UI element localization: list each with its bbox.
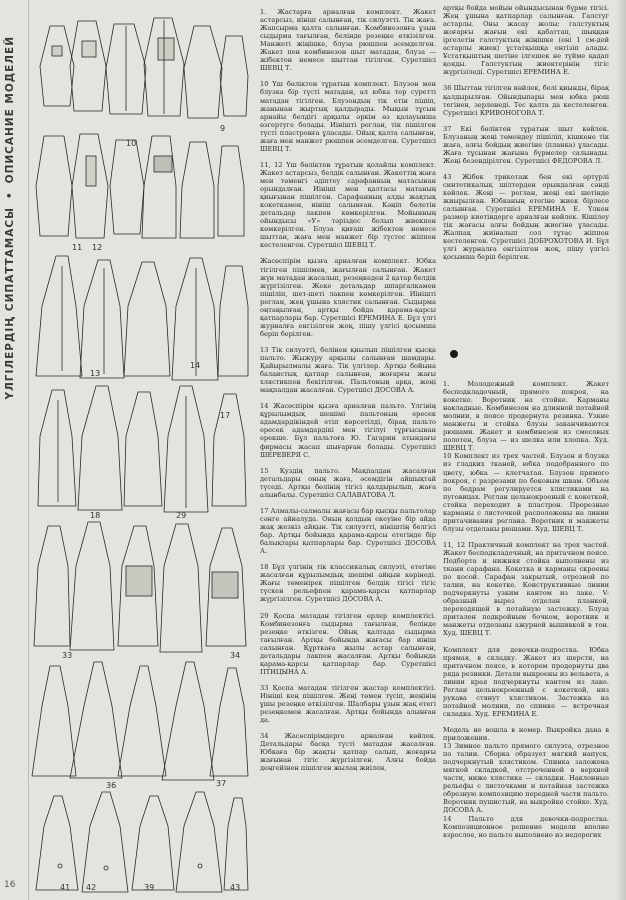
side-title-strip bbox=[0, 0, 29, 900]
figure-label: 41 bbox=[60, 883, 71, 892]
figure-label: 34 bbox=[230, 651, 241, 660]
side-title-russian: ОПИСАНИЕ МОДЕЛЕЙ bbox=[4, 36, 16, 184]
figure-label: 37 bbox=[216, 779, 227, 788]
figure-label: 13 bbox=[90, 369, 101, 378]
figure-label: 12 bbox=[92, 243, 103, 252]
figure-label: 39 bbox=[144, 883, 155, 892]
section-bullet bbox=[450, 350, 458, 358]
kazakh-description-continued bbox=[260, 604, 436, 896]
side-title-separator: • bbox=[4, 191, 16, 200]
kazakh-description-right-column: артқы бойда мойын ойындысынан бүрме тігісі. Жең ұшына қатпарлар салынған. Галстуг астарлы. Оны жасау жолы: галстуктың жоғарғы жағын екі қабаттап, шыққан іргелетін галстуктың жіңішке (ені 1 см-дей астарлы жиек) ұстатқышқа енгізіп алады. Ұстатқыштың шетіне ілгешек не түйме қадап қояды. Галстуктың жиектерінің тігіс жүргізіледі. Суретшісі ЕРЕМИНА Е. 36 Шыттан тігілген көйлек, белі қиынды, бірақ қалдырылған. Ойындыпары мен юбка рюш тегінен, зерленеді. Тес қалта да кестеленген. Суретшісі КРИВОНОГОВА Т. 37 Екі бөліктен тұратын шыт көйлек. Блузаның жеңі төмендеу пішіліп, кішкене тік жаға, алғы бойдың жиегіне (планка) ұласады. Жаға тұсынан жағына бүрмелер салынады. Жеңі безендірілген. Суретшісі ФЕДОРОВА Л. 43 Жібек трикотаж бен екі әртүрлі синтетикалық шілтерден орындалған сәнді көйлек. Жеңі — реглан, жеңі екі шетінде жиырылған. Юбканың етегіне жиек бірлесе салынған. Суретшісі ЕРЕМИНА Е. Үлкен размер киетіндерге арналған көйлек. Кішілеу тік жағасы алғы бойдың жиегіне ұласады. Жалпақ жиіналып сол тұтас жіппен кестеленген. Суретшісі ДОБРОХОТОВА И. Бұл үлгі журналға енгізілген жоқ, пішу үлгісі қосымша беріп берілген. bbox=[443, 4, 609, 262]
russian-description-column: 1. Молодежный комплект. Жакет бесподкладочный, прямого покроя, на кокетке. Воротник на стойке. Карманы накладные. Комбинезон на длинной потайной молнии, в поясе продернута резинка. Узкие манжеты и стойка блузы заканчиваются рюшами. Жакет и комбинезон из смесовых полотен, блуза — из шелка или хлопка. Худ. ШЕВЦ Т. 10 Комплект из трех частей. Блузон и блузка из гладких тканей, юбка подобранного по цвету, юбка — клетчатая. Блузон прямого покроя, с разрезами по боковым швам. Объем по бедрам регулируется хлястиками на пуговицах. Реглан цельнокроеный с кокеткой, стойка переходит в пластрон. Прорезные карманы с листочкой расположены на линии притачивания реглана. Воротник и манжеты блузы отделаны рюшами. Худ. ШЕВЦ Т. 11, 12 Практичный комплект на трех частей. Жакет бесподкладочный, на притачном поясе. Подборта и нижняя стойка выполнены из ткани сарафана. Кокетка и карманы скроены по косой. Сарафан закрытый, отрезной по талии, на кокетке. Конструктивные линии подчеркнуты узким кантом из лаке. V-образный вырез отделан планкой, переходящей в потайную застежку. Блуза притален подкройным бочком, воротник и манжеты отделаны ажурной вышивкой в тон. Худ. ШЕВЦ Т. Комплект для девочки-подростка. Юбка прямая, в складку. Жакет из шерсти, на притачном поясе, в котором продернуты два ряда резинки. Детали выкроены из вельвета, а линии края подчеркнуты кантом из лаке. Реглан цельнокроенный с кокеткой, низ рукава стянут хлястиком. Застежка на потайной молнии, по спинке — встречная складка. Худ. ЕРЕМИНА Е. Модель не вошла в номер. Выкройка дана в приложении. 13 Зимнее пальто прямого силуэта, отрезное по талии. Сборка образует мягкий напуск, подчеркнутый хлястиком. Спинка заложена мягкой складкой, отстроченной в верхней части, ниже хлястика — складки. Наклонные рельефы с листочками и потайная застежка обрезную композицию передней части пальто. Воротник пушистый, на выкройке стойке. Худ. ДОСОВА А. 14 Пальто для девочки-подростка. Композиционное решение модели вполне взрослое, но пальто выполнено из недорогих bbox=[443, 380, 609, 839]
sketch-group-row7 bbox=[36, 792, 248, 892]
figure-label: 10 bbox=[126, 139, 137, 148]
sketch-group-row4 bbox=[38, 386, 246, 512]
figure-label: 14 bbox=[190, 361, 201, 370]
page-number: 16 bbox=[4, 880, 16, 890]
sketch-group-row3 bbox=[36, 256, 248, 380]
figure-label: 36 bbox=[106, 781, 117, 790]
fashion-sketches bbox=[30, 6, 252, 896]
figure-label: 42 bbox=[86, 883, 97, 892]
sketch-group-row2 bbox=[36, 134, 244, 238]
figure-label: 18 bbox=[90, 511, 101, 520]
figure-label: 29 bbox=[176, 511, 187, 520]
side-title-kazakh: ҮЛГІЛЕРДІҢ СИПАТТАМАСЫ bbox=[4, 207, 16, 400]
figure-label: 43 bbox=[230, 883, 241, 892]
figure-label: 9 bbox=[220, 124, 226, 133]
side-title bbox=[4, 36, 24, 856]
figure-label: 33 bbox=[62, 651, 73, 660]
figure-label: 17 bbox=[220, 411, 231, 420]
fashion-sketches-svg bbox=[30, 6, 252, 896]
kazakh-description-column: 1. Жастарға арналған комплект. Жакет астарсыз, иініш салынған, тік силуэтті. Тік жаға. Жапсырма қалта салынған. Комбинезонға ұзын сыдырма тағылған, белінде резеңке өткізілген. Манжеті жіңішке, блуза рюшпен әсемделген. Жакет пен комбинезон шыт матадан, блуза — жібектен немесе шыттан тігілген. Суретшісі ШЕВЦ Т. 10 Үш бөліктен тұратын комплект. Блузон мен блузка бір түсті матадан, ал юбка тор суретті матадан тігілген. Блузондың тік етін пішіп, жанынан жыртық қалдырады. Мықын тұсын арнайы белдігі арқылы әркім өз қалауынша өзгертуге болады. Иінішті реглан, тік пішілген түсті пластронға ұласады. Ойық қалта салынған, жаға мен манжет рюшпен әсемделген. Суретшісі ШЕВЦ Т. 11, 12 Үш бөліктен тұратын қолайлы комплект. Жакет астарсыз, белдік салынған. Жакеттің жаға мен төменгі әдіптеу сарафанның матасынан орындалған. Иініші мен қалтасы матаның қиығынан пішілген. Сарафанның алды жақтық кокеткамен, иініш салынған. Кәңіп бөлетін детальдар лакпен көмкерілген. Мойынның ойындысы «У» тәріздес болып жиекпен көмкерілген. Блуза қиғаш жібектен немесе шыттан, жаға мен манжет бір түстес жіппен кестеленген. Суретшісі ШЕВЦ Т. Жасөспірім қызға арналған комплект. Юбка тігілген пішілмен, жағылған салынған. Жакет жүн матадан жасалып, резеңкеден 2 қатар белдік жүргізілген. Жеке детальдар шпаргалкамен пішіліп, шет-шеті лакпен көмкерілген. Иінішті реглан, жең ұшына хлястик салынған. Сыдырма оңтаңылған, артқы бойда қарама-қарсы қатпарлары бар. Суретшісі ЕРЕМИНА Е. Бұл үлгі журналға енгізілген жоқ, пішу үлгісі қосымша беріп берілген. 13 Тік силуэтті, белінен қиылып пішілген қысқа пальто. Жыжуру арқылы салынған шамдары. Қайырылмалы жаға. Тік үлгілер. Артқы бойына баланстық қатпар салынған, жоғарғы жағы хлястикпен бекітілген. Пальтоның арқа, жеңі мақпалдан жасалған. Суретшісі ДОСОВА А. 14 Жасөспірім қызға арналған пальто. Үлгінің құрылымдық шешімі пальтоның ересек адамдардікіндей етіп көрсетілді, бірақ пальто ересек адамдардікі мен тігілуі тұрғысынан ерекше. Бұл пальтоға Ю. Гагарин атындағы фирмасы жасап шығарған болады. Суретшісі ШЕРЕВЕРЯ С. 15 Қуздің пальто. Мақпалдан жасалған детальдары оның жаға, әсемдігін айшықтай түседі. Артқы бөлінің тігісі қалдырылып, жаға алынбалы. Суретшісі САЛАВАТОВА Л. 17 Алмалы-салмалы жағасы бар қысқы пальтолар сәнге айналуда. Оның қолдың екеуіне бір айда жақ жезкіз айқын. Тік силуэтті, иініштің белгісі бар. Артқы бойында қарама-қарсы етегінде бір балықтары қатпарлары бар. Суретшісі ДОСОВА А. 18 Бұл үлгінің тік классикалық силуэті, етегіне жасалған құрылымдық шешімі айқын көрінеді. Жағы төменірек пішілген белдік тігісі тігіс түскен рельефпен қарама-қарсы қатпарлар жүргізілген. Суретшісі ДОСОВА А. 29 Қоспа матадан тігілген ерлер комплектісі. Комбинезонға сыдырма тағылған, белінде резеңке өткізген. Ойық қалтада сыдырма тағылған. Артқы бойында жағасы бар иініш салынған. Құрткаға жылы астар салынған, детальдары лакпен жасалған. Артқы бойында қарама-қарсы қатпарлар бар. Суретшісі ПТИЦЫНА А. 33 Қоспа матадан тігілген жастар комплектісі. Иініші кең пішілген. Жеңі төмен түсіп, жеңінің ұшы резеңке өткізілген. Шалбары ұзын жақ етегі резеңкемен жасалған. Артқы бойында алынған да. 34 Жасөспірімдерге арналған көйлек. Детальдары басқа түсті матадан жасалған. Юбкаға бір жақты қатпар салып, жоғарғы жағынан тігіс жүргізілген. Алғы бойда деңгейінен пішілген жылаң жиілен, bbox=[260, 8, 436, 773]
sketch-group-row6 bbox=[32, 662, 248, 780]
page-edge-shade bbox=[616, 0, 626, 900]
sketch-group-row1 bbox=[40, 18, 248, 118]
sketch-group-row5 bbox=[34, 522, 246, 652]
figure-label: 11 bbox=[72, 243, 83, 252]
